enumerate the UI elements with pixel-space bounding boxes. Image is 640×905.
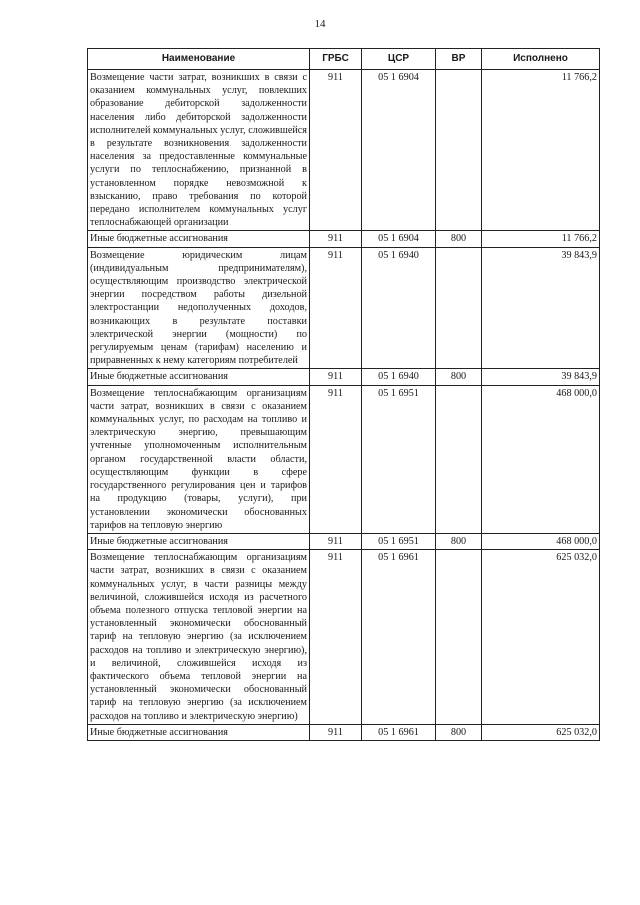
- table-header-row: [88, 49, 600, 70]
- row-name: Возмещение теплоснабжающим организациям части затрат, возникших в связи с оказанием коммунальных услуг, по расходам на топливо и электрическую энергию, превышающим учтенные уполномоченным исполнительным органом государственной власти области, осуществляющим функции в сфере государственного регулирования цен и тарифов на продукцию (товары, услуги), при установлении экономически обоснованных тарифов на тепловую энергию: [88, 385, 310, 533]
- header-csr: ЦСР: [362, 49, 436, 70]
- row-vr: 800: [436, 724, 482, 740]
- row-csr: 05 1 6904: [362, 70, 436, 231]
- row-grbs: 911: [310, 724, 362, 740]
- row-executed: 468 000,0: [482, 533, 600, 549]
- row-executed: 468 000,0: [482, 385, 600, 533]
- header-grbs: ГРБС: [310, 49, 362, 70]
- row-csr: 05 1 6940: [362, 369, 436, 385]
- table-row: [88, 70, 600, 231]
- row-csr: 05 1 6951: [362, 533, 436, 549]
- row-executed: 11 766,2: [482, 231, 600, 247]
- row-vr: [436, 70, 482, 231]
- row-vr: [436, 247, 482, 369]
- table-row: [88, 247, 600, 369]
- row-csr: 05 1 6951: [362, 385, 436, 533]
- table-row: [88, 533, 600, 549]
- row-grbs: 911: [310, 385, 362, 533]
- page-number: 14: [314, 18, 326, 30]
- row-name: Иные бюджетные ассигнования: [88, 369, 310, 385]
- row-grbs: 911: [310, 550, 362, 725]
- row-name: Возмещение теплоснабжающим организациям части затрат, возникших в связи с оказанием коммунальных услуг, в части разницы между величиной, сложившейся исходя из расчетного объема полезного отпуска тепловой энергии на установленный экономически обоснованный тариф на тепловую энергию (за исключением расходов на топливо и электрическую энергию), и величиной, сложившейся исходя из фактического объема тепловой энергии на установленный экономически обоснованный тариф на тепловую энергию (за исключением расходов на топливо и электрическую энергию): [88, 550, 310, 725]
- row-vr: [436, 385, 482, 533]
- row-name: Иные бюджетные ассигнования: [88, 533, 310, 549]
- row-executed: 625 032,0: [482, 550, 600, 725]
- row-csr: 05 1 6961: [362, 550, 436, 725]
- row-csr: 05 1 6940: [362, 247, 436, 369]
- row-executed: 39 843,9: [482, 247, 600, 369]
- row-grbs: 911: [310, 533, 362, 549]
- row-executed: 625 032,0: [482, 724, 600, 740]
- row-executed: 11 766,2: [482, 70, 600, 231]
- table-row: [88, 231, 600, 247]
- row-name: Возмещение юридическим лицам (индивидуальным предпринимателям), осуществляющим производство электрической энергии посредством работы дизельной электростанции недополученных доходов, возникающих в результате поставки электрической энергии (мощности) по регулируемым ценам (тарифам) населению и приравненных к нему категориям потребителей: [88, 247, 310, 369]
- header-vr: ВР: [436, 49, 482, 70]
- table-row: [88, 385, 600, 533]
- row-name: Иные бюджетные ассигнования: [88, 724, 310, 740]
- budget-table: [87, 48, 600, 741]
- table-row: [88, 724, 600, 740]
- row-grbs: 911: [310, 70, 362, 231]
- header-executed: Исполнено: [482, 49, 600, 70]
- row-vr: [436, 550, 482, 725]
- row-grbs: 911: [310, 369, 362, 385]
- row-name: Возмещение части затрат, возникших в связи с оказанием коммунальных услуг, повлекших образование дебиторской задолженности населения либо дебиторской задолженности исполнителей коммунальных услуг, сложившейся в результате возникновения задолженности населения за предоставленные коммунальные услуги по теплоснабжению, признанной в установленном порядке невозможной к взысканию, право требования по которой передано исполнителем коммунальных услуг теплоснабжающей организации: [88, 70, 310, 231]
- table-row: [88, 550, 600, 725]
- row-vr: 800: [436, 231, 482, 247]
- row-vr: 800: [436, 369, 482, 385]
- row-vr: 800: [436, 533, 482, 549]
- row-csr: 05 1 6904: [362, 231, 436, 247]
- row-csr: 05 1 6961: [362, 724, 436, 740]
- row-grbs: 911: [310, 231, 362, 247]
- row-executed: 39 843,9: [482, 369, 600, 385]
- header-name: Наименование: [88, 49, 310, 70]
- table-row: [88, 369, 600, 385]
- row-grbs: 911: [310, 247, 362, 369]
- row-name: Иные бюджетные ассигнования: [88, 231, 310, 247]
